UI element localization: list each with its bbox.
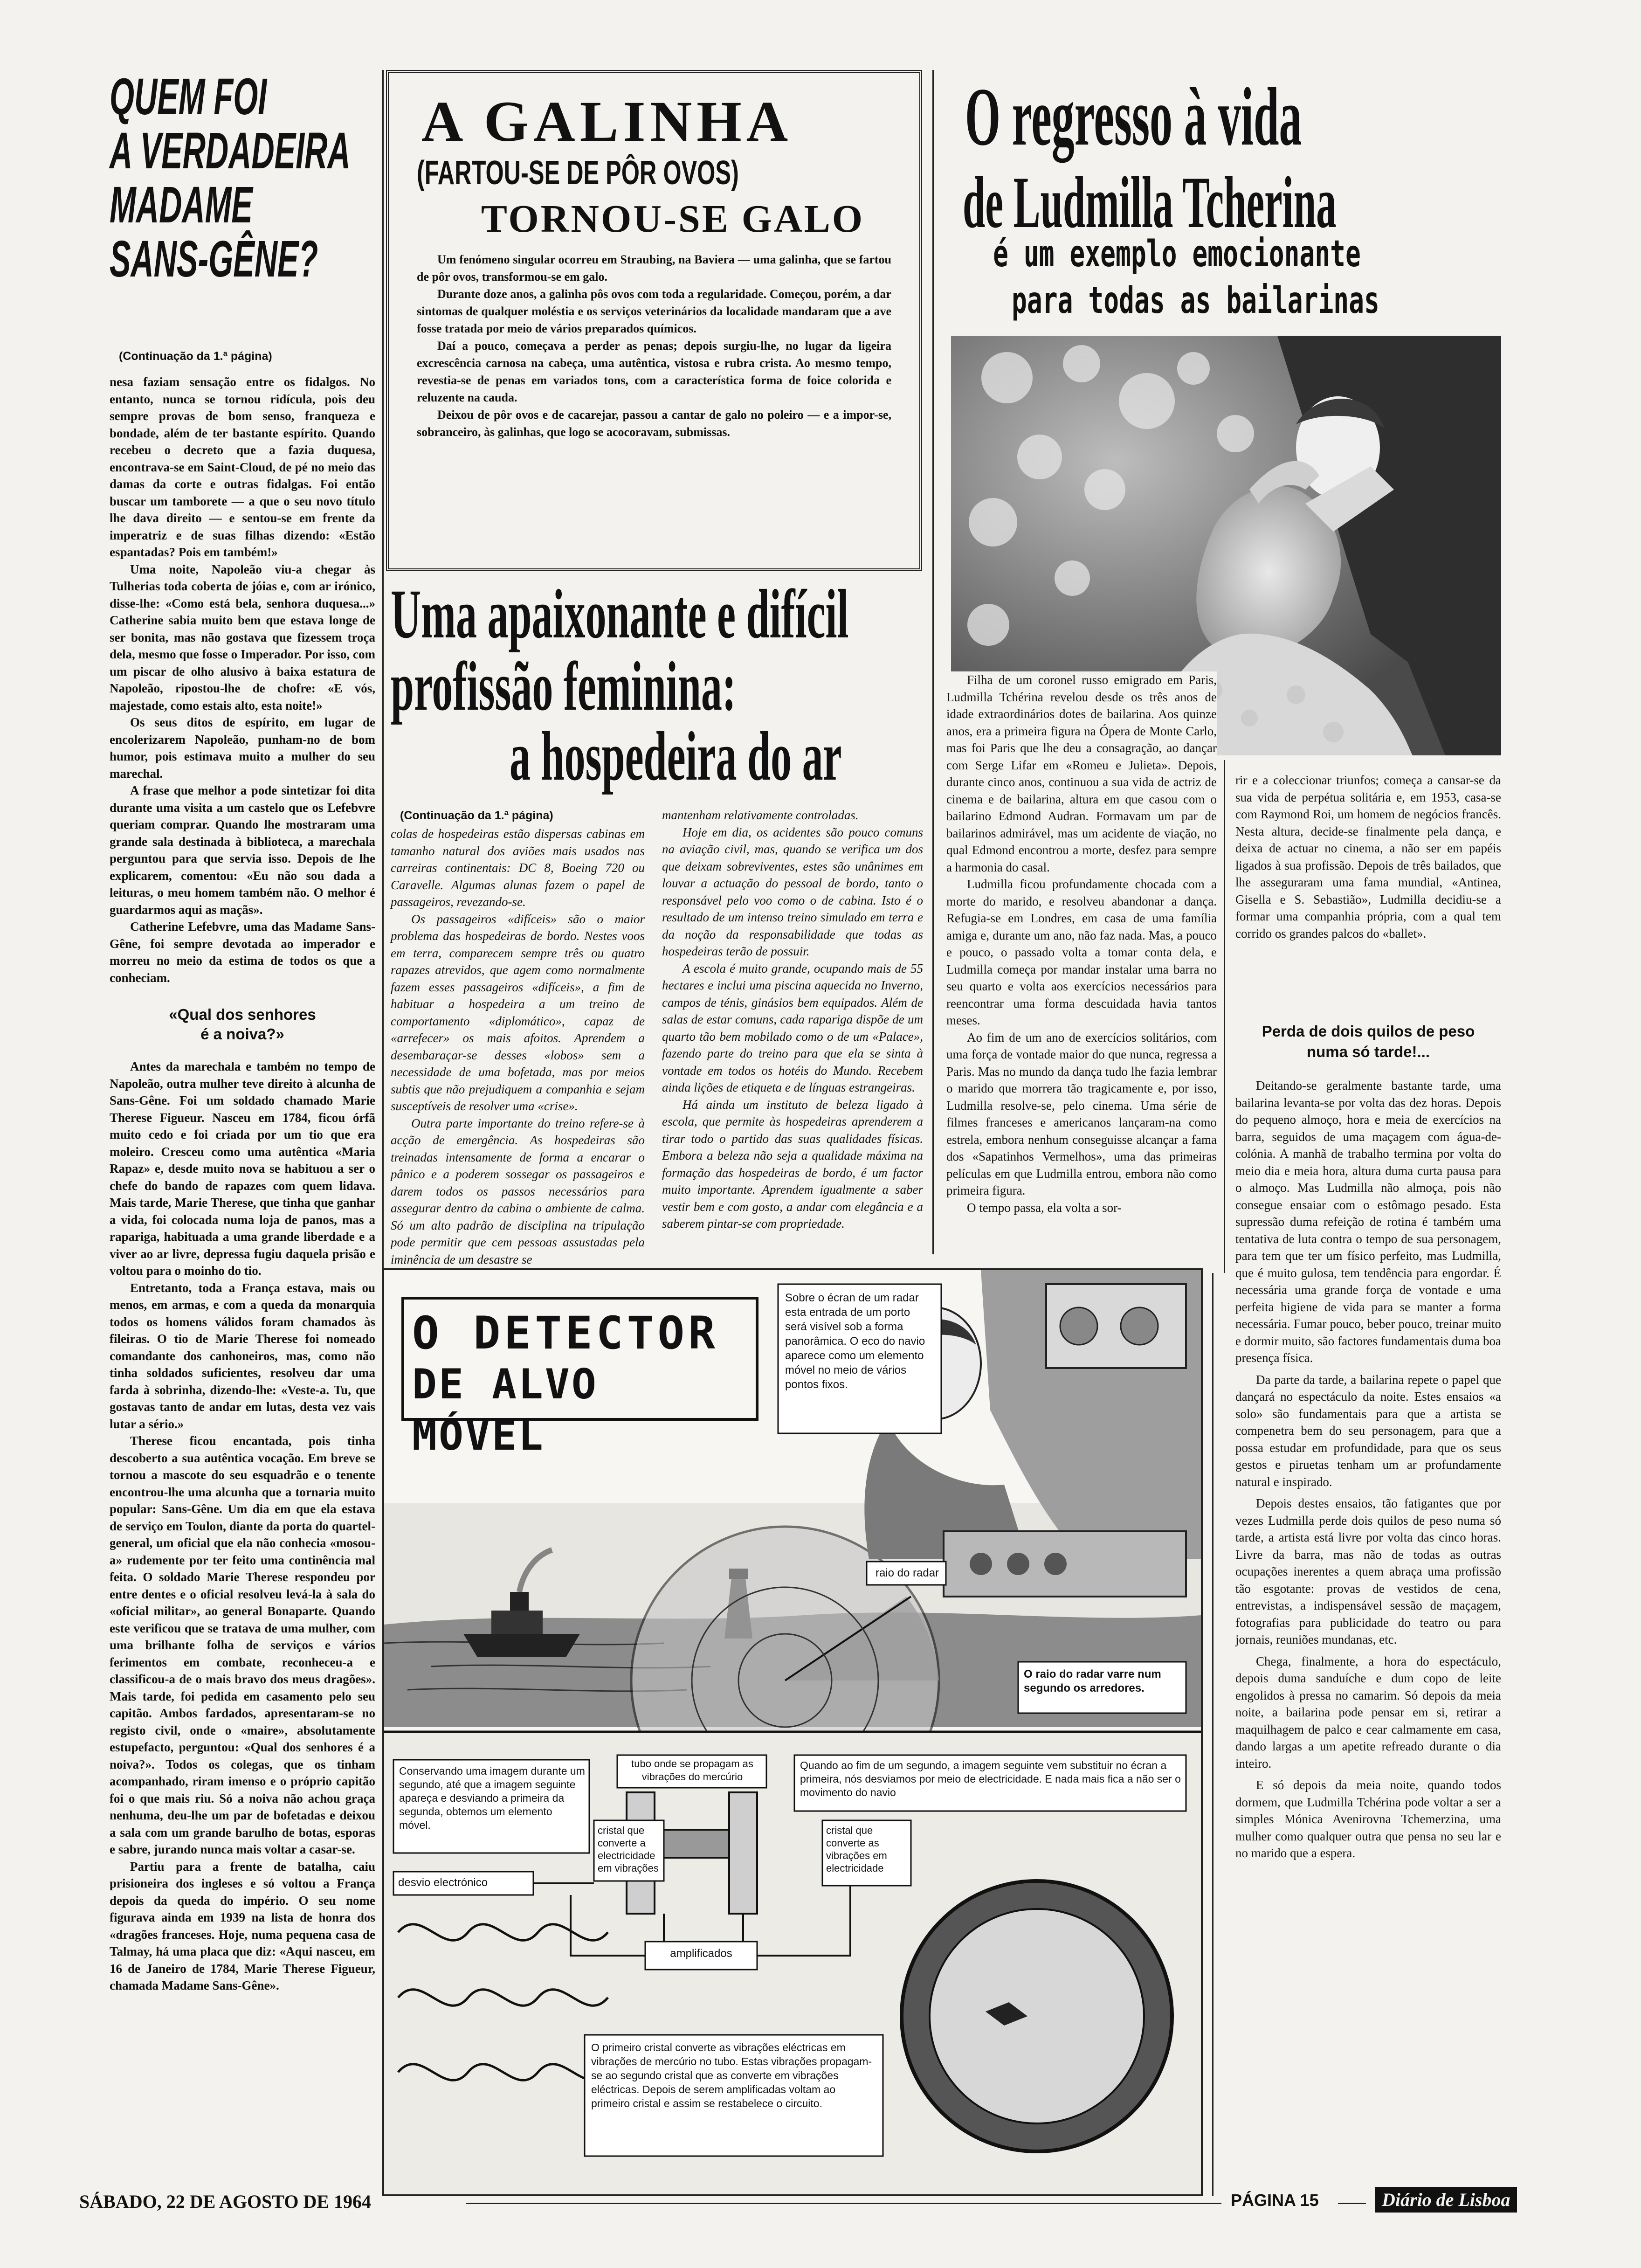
- paragraph: Deixou de pôr ovos e de cacarejar, passou a cantar de galo no poleiro — e a impor-se, sobranceiro, às galinhas, que logo se acocoravam, submissas.: [417, 408, 891, 439]
- paragraph: Hoje em dia, os acidentes são pouco comuns na aviação civil, mas, quando se verifica um dos que deixam sobreviventes, estes são unânimes em louvar a actuação do pessoal de bordo, tanto o responsável pelo voo como o de cabina. Isto é o resultado de um intenso treino simulado em terra e da noção da responsabilidade que todas as hospedeiras terão de possuir.: [662, 825, 923, 958]
- ludmilla-headline-line: de Ludmilla Tcherina: [963, 162, 1337, 243]
- paragraph: O tempo passa, ela volta a sor-: [967, 1200, 1122, 1215]
- subhead-line: numa só tarde!...: [1306, 1043, 1430, 1060]
- hospedeira-continuation: (Continuação da 1.ª página): [400, 809, 553, 822]
- left-text-a: [110, 373, 375, 986]
- left-headline: [110, 70, 375, 294]
- ludmilla-col2-top: [1235, 772, 1501, 1014]
- detector-label-amplif: amplificados: [670, 1947, 732, 1960]
- detector-illustration: [382, 1268, 1203, 2196]
- paragraph: Filha de um coronel russo emigrado em Paris, Ludmilla Tchérina revelou desde os três anos de idade extraordinários dotes de bailarina. Aos quinze anos, era a primeira figura na Ópera de Monte Carlo, mas foi Paris que lhe deu a consagração, ao dançar com Serge Lifar em «Romeu e Julieta». Depois, durante cinco anos, continuou a sua vida de actriz de cinema e de bailarina, altura em que casou com o bailarino Edmond Audran. Formavam um par de bailarinos admirável, mas um acidente de viação, no qual Edmond encontrou a morte, desfez para sempre a harmonia do casal.: [946, 671, 1217, 876]
- subhead-line: «Qual dos senhores: [169, 1006, 316, 1023]
- paragraph: Os passageiros «difíceis» são o maior problema das hospedeiras de bordo. Nestes voos em terra, comparecem sempre três ou quatro rapazes atrevidos, que agem como normalmente fazem esses passageiros «difíceis», a fim de habituar a hospedeira a um treino de comportamento «diplomático», capaz de «arrefecer» os mais afoitos. Aprendem a desembaraçar-se desses «lobos» sem a necessidade de uma bofetada, mas por meios subtis que não prejudiquem a companhia e sejam susceptíveis de resolver uma «crise».: [391, 912, 645, 1113]
- paragraph: Um fenómeno singular ocorreu em Straubing, na Baviera — uma galinha, que se fartou de pôr ovos, transformou-se em galo.: [417, 253, 891, 284]
- column-rule: [932, 70, 934, 1254]
- footer-rule: [466, 2203, 1221, 2204]
- left-headline-line: MADAME: [110, 176, 253, 234]
- subhead-line: é a noiva?»: [200, 1025, 284, 1043]
- footer-page: PÁGINA 15: [1231, 2191, 1319, 2210]
- detector-label-cristal2: cristal que converte as vibrações em electricidade: [826, 1825, 887, 1874]
- galinha-subtitle: (FARTOU-SE DE PÔR OVOS): [417, 154, 739, 192]
- footer-masthead: Diário de Lisboa: [1375, 2187, 1517, 2213]
- ludmilla-col1: [946, 671, 1217, 1245]
- hospedeira-col2: [662, 807, 923, 1254]
- detector-caption-sweep: O raio do radar varre num segundo os arredores.: [1024, 1668, 1161, 1694]
- left-text-b: [110, 1058, 375, 1994]
- ludmilla-subhead: [1231, 1021, 1506, 1062]
- paragraph: Deitando-se geralmente bastante tarde, uma bailarina levanta-se por volta das dez horas. Depois do pequeno almoço, hora e meia de exercícios na barra, seguidos de uma maçagem com água-de-colónia. A manhã de trabalho termina por volta do meio dia e meia hora, altura duma curta pausa para o almoço. Mas Ludmilla não almoça, pois não consegue ensaiar com o estômago pesado. Esta supressão duma refeição de rotina é também uma tentativa de luta contra o tempo de sua personagem, para tem que ter um físico perfeito, mas Ludmilla, que é muito gulosa, tem tendência para engordar. É necessária uma grande força de vontade e uma perfeita higiene de vida para se manter a forma necessária. Fumar pouco, beber pouco, treinar muito e dormir muito, são factores fundamentais duma boa presença física.: [1235, 1079, 1501, 1365]
- hospedeira-headline-line: Uma apaixonante e difícil: [391, 575, 849, 653]
- paragraph: Outra parte importante do treino refere-se à acção de emergência. As hospedeiras são treinadas intensamente de forma a encarar o pânico e a poderem sossegar os passageiros e darem todos os passos necessários para assegurar dentro da cabina o ambiente de calma. Só um alto padrão de disciplina na tripulação pode permitir que cem pessoas assustadas pela iminência de um desastre se: [391, 1116, 645, 1266]
- detector-title: [412, 1307, 748, 1461]
- detector-label-cristal1: cristal que converte a electricidade em vibrações: [598, 1825, 659, 1874]
- paragraph: Durante doze anos, a galinha pôs ovos com toda a regularidade. Começou, porém, a dar sintomas de qualquer moléstia e os serviços veterinários da localidade mandaram que a ave fosse tratada por meio de vários preparados químicos.: [417, 287, 891, 335]
- detector-label-desvio: desvio electrónico: [398, 1876, 488, 1889]
- footer: [79, 2187, 1543, 2220]
- paragraph: rir e a coleccionar triunfos; começa a cansar-se da sua vida de perpétua solitária e, em 1953, casa-se com Raymond Roi, um homem de negócios francês. Nesta altura, decide-se finalmente pela dança, e deixa de actuar no cinema, a não ser em papéis ligados à sua profissão. Depois de três bailados, que lhe asseguraram uma fama mundial, «Antinea, Gisella e S. Sebastião», Ludmilla decidiu-se a formar uma companhia própria, com a qual tem corrido os grandes palcos do «ballet».: [1235, 773, 1501, 940]
- paragraph: colas de hospedeiras estão dispersas cabinas em tamanho natural dos aviões mais usados nas carreiras continentais: DC 8, Boeing 720 ou Caravelle. Algumas alunas fazem o papel de passageiros, revezando-se.: [391, 827, 645, 909]
- footer-date: SÁBADO, 22 DE AGOSTO DE 1964: [79, 2191, 372, 2212]
- column-rule: [1224, 760, 1225, 1273]
- detector-title-line: O DETECTOR: [412, 1307, 719, 1359]
- paragraph: Há ainda um instituto de beleza ligado à escola, que permite às hospedeiras aprenderem a tirar todo o partido das suas qualidades físicas. Embora a beleza não seja a qualidade máxima na formação das hospedeiras de bordo, é um factor muito importante. Aprendem igualmente a saber vestir bem e com gosto, a andar com elegância e a saberem pintar-se com propriedade.: [662, 1097, 923, 1231]
- galinha-title: A GALINHA: [421, 90, 793, 153]
- paragraph: A frase que melhor a pode sintetizar foi dita durante uma visita a um castelo que os Lefebvre queriam comprar. Quando lhe mostraram uma grande sala destinada à biblioteca, a marechala perguntou para que servia isso. Depois de lhe explicarem, comentou: «Eu não sou dada a leituras, o meu homem também não. O melhor é guardarmos aqui as maçãs».: [110, 783, 375, 917]
- left-article: [110, 70, 375, 2196]
- ludmilla-headline-line: O regresso à vida: [965, 70, 1302, 163]
- paragraph: Chega, finalmente, a hora do espectáculo, depois duma sanduíche e dum copo de leite engolidos à pressa no camarim. Só depois da meia noite, a bailarina pode pensar em si, retirar a maquilhagem de palco e cear calmamente em casa, dando largas a um apetite refreado durante o dia inteiro.: [1235, 1654, 1501, 1770]
- paragraph: E só depois da meia noite, quando todos dormem, que Ludmilla Tchérina pode voltar a ser a simples Mónica Avenirovna Tchemerzina, uma mulher como qualquer outra que pensa no seu lar e no marido que a espera.: [1235, 1778, 1501, 1860]
- detector-caption-top: Sobre o écran de um radar esta entrada de um porto será visível sob a forma panorâmica. O eco do navio aparece como um elemento móvel no meio de vários pontos fixos.: [785, 1292, 925, 1391]
- paragraph: Os seus ditos de espírito, em lugar de encolerizarem Napoleão, punham-no de bom humor, pois estimava muito a mulher do seu marechal.: [110, 715, 375, 781]
- hospedeira-headline-line: a hospedeira do ar: [510, 718, 842, 795]
- left-continuation: (Continuação da 1.ª página): [119, 350, 272, 363]
- paragraph: Catherine Lefebvre, uma das Madame Sans-Gêne, foi sempre devotada ao imperador e morreu no meio da estima de todos os que a conheciam.: [110, 920, 375, 985]
- paragraph: mantenham relativamente controladas.: [662, 808, 859, 822]
- hospedeira-headline-line: profissão feminina:: [391, 648, 736, 725]
- detector-label-ray: raio do radar: [875, 1567, 939, 1579]
- left-subhead: [110, 1005, 375, 1044]
- paragraph: Daí a pouco, começava a perder as penas; depois surgiu-lhe, no lugar da ligeira excrescência carnosa na cabeça, uma autêntica, vistosa e rubra crista. Ao mesmo tempo, revestia-se de penas em variados tons, com a característica forma de foice colorida e reluzente na cauda.: [417, 339, 891, 404]
- subhead-line: Perda de dois quilos de peso: [1262, 1023, 1475, 1040]
- ludmilla-headline: [951, 70, 1548, 331]
- detector-caption-conserve: Conservando uma imagem durante um segundo, até que a imagem seguinte apareça e desviando a primeira da segunda, obtemos um elemento móvel.: [399, 1765, 585, 1831]
- left-headline-line: QUEM FOI: [110, 68, 267, 125]
- galinha-box: [386, 70, 922, 571]
- paragraph: Depois destes ensaios, tão fatigantes que por vezes Ludmilla perde dois quilos de peso numa só tarde, a artista está livre por volta das cinco horas. Livre da barra, mas não de todas as outras ocupações inerentes a quem abraça uma profissão tão esgotante: provas de vestidos de cena, entrevistas, a indispensável sessão de maçagem, fotografias para publicidade do teatro ou para jornais, reuniões mundanas, etc.: [1235, 1496, 1501, 1646]
- paragraph: A escola é muito grande, ocupando mais de 55 hectares e inclui uma piscina aquecida no Inverno, campos de ténis, ginásios bem equipados. Além de salas de estar comuns, cada rapariga dispõe de um quarto tão bem mobilado como o de um «Palace», fazendo parte do treino para que ela se sinta à vontade em todos os hotéis do Mundo. Recebem ainda lições de etiqueta e de línguas estrangeiras.: [662, 961, 923, 1094]
- left-headline-line: A VERDADEIRA: [110, 122, 351, 180]
- paragraph: Antes da marechala e também no tempo de Napoleão, outra mulher teve direito à alcunha de Sans-Gêne. Foi um soldado chamado Marie Therese Figueur. Nasceu em 1784, ficou órfã muito cedo e foi criada por um tio que era moleiro. Cresceu como uma autêntica «Maria Rapaz» e, desde muito nova se habituou a ser o chefe do bando de rapazes com quem lidava. Mais tarde, Marie Therese, que tinha que ganhar a vida, foi colocada numa loja de panos, mas a rapariga, habituada a uma grande liberdade e a viver ao ar livre, depressa fugiu daquela prisão e voltou para o moinho do tio.: [110, 1059, 375, 1278]
- footer-rule: [1338, 2203, 1366, 2204]
- ludmilla-headline-line: para todas as bailarinas: [1012, 280, 1379, 322]
- paragraph: Ludmilla ficou profundamente chocada com a morte do marido, e resolveu abandonar a dança. Refugia-se em Londres, em casa de uma família amiga e, durante um ano, não faz nada. Mas, a pouco e pouco, o passado volta a tomar conta dela, e Ludmilla começa por mandar instalar uma barra no seu quarto e volta aos exercícios necessários para reencontrar uma forma descuidada havia tantos meses.: [946, 877, 1217, 1027]
- paragraph: Da parte da tarde, a bailarina repete o papel que dançará no espectáculo da noite. Estes ensaios «a solo» são fundamentais para que a artista se compenetra bem do seu personagem, para que a possa estudar em profundidade, para que os seus gestos e piruetas tenham um ar profundamente natural e inspirado.: [1235, 1372, 1501, 1489]
- paragraph: nesa faziam sensação entre os fidalgos. No entanto, nunca se tornou ridícula, pois deu sempre provas de bom senso, franqueza e bondade, além de ter bastante espírito. Quando recebeu o decreto que a fazia duquesa, encontrava-se em Saint-Cloud, de pé no meio das damas da corte e outras fidalgas. Foi então buscar um tamborete — a que o seu novo título lhe dava direito — e sentou-se em frente da imperatriz e de suas filhas dizendo: «Estão espantadas? Pois em também!»: [110, 375, 375, 559]
- paragraph: Entretanto, toda a França estava, mais ou menos, em armas, e com a queda da monarquia todos os homens válidos foram chamados às fileiras. O tio de Marie Therese foi nomeado comandante dos canhoneiros, mas, como não tinha soldados suficientes, resolveu dar uma farda à sobrinha, dizendo-lhe: «Veste-a. Tu, que gostavas tanto de andar em lutas, desta vez vais lutar a sério.»: [110, 1280, 375, 1431]
- paragraph: Partiu para a frente de batalha, caiu prisioneira dos ingleses e só voltou a França depois da queda do império. O seu nome figurava ainda em 1939 na lista de honra dos «dragões franceses. Hoje, numa pequena casa de Talmay, há uma placa que diz: «Aqui nasceu, em 16 de Janeiro de 1784, Marie Therese Figueur, chamada Madame Sans-Gêne».: [110, 1859, 375, 1992]
- detector-caption-second: Quando ao fim de um segundo, a imagem seguinte vem substituir no écran a primeira, nós desviamos por meio de electricidade. E nada mais fica a não ser o movimento do navio: [800, 1759, 1181, 1798]
- ludmilla-col2-bottom: [1235, 1077, 1501, 2196]
- detector-caption-bottom: O primeiro cristal converte as vibrações eléctricas em vibrações de mercúrio no tubo. Estas vibrações propagam-se ao segundo cristal que as converte em vibrações eléctricas. Depois de serem amplificadas voltam ao primeiro cristal e assim se restabelece o circuito.: [591, 2041, 872, 2109]
- ludmilla-headline-line: é um exemplo emocionante: [993, 233, 1361, 275]
- detector-title-line: DE ALVO MÓVEL: [412, 1360, 598, 1459]
- galinha-title2: TORNOU-SE GALO: [481, 197, 865, 241]
- paragraph: Uma noite, Napoleão viu-a chegar às Tulherias toda coberta de jóias e, com ar irónico, disse-lhe: «Como está bela, senhora duquesa...» Catherine sabia muito bem que estava longe de ser bonita, mas não gostava que fizessem troça dela, mesmo que fosse o Imperador. Por isso, com um piscar de olho alusivo à baixa estatura de Napoleão, ripostou-lhe de chofre: «E vós, majestade, como estais alto, esta noite!»: [110, 562, 375, 712]
- paragraph: Ao fim de um ano de exercícios solitários, com uma força de vontade maior do que nunca, regressa a Paris. Mas no mundo da dança tudo lhe fazia lembrar o marido que morrera tão tragicamente e, por isso, Ludmilla resolve-se, pelo cinema. Uma série de filmes franceses e americanos lançaram-na como estrela, embora nenhum conseguisse alcançar a fama dos «Sapatinhos Vermelhos», uma das primeiras películas em que Ludmilla entrou, embora não como primeira figura.: [946, 1030, 1217, 1197]
- galinha-text: [417, 251, 891, 441]
- column-rule: [1212, 1273, 1214, 2196]
- paragraph: Therese ficou encantada, pois tinha descoberto a sua autêntica vocação. Em breve se tornou a mascote do seu esquadrão e o tenente encontrou-lhe uma alcunha que a tornaria muito popular: Sans-Gêne. Um dia em que ela estava de serviço em Toulon, diante da porta do quartel-general, um oficial que ela não conhecia «mosou-a» rudemente por ter feito uma continência mal feita. O soldado Marie Therese respondeu por entre dentes e o oficial resolveu levá-la à sala do «oficial militar», ao general Bonaparte. Quando este verificou que se tratava de uma mulher, com uma brilhante folha de serviços e vários ferimentos em combate, reconheceu-a e classificou-a de o mais bravo dos meus dragões». Mais tarde, foi pedida em casamento pelo seu capitão. Ambos fardados, apresentaram-se no registo civil, onde o «maire», absolutamente estupefacto, perguntou: «Qual dos senhores é a noiva?». Todos os colegas, que os tinham acompanhado, riram imenso e o próprio capitão foi o que mais riu. Só a noiva não achou graça nenhuma, deu-lhe um par de bofetadas e deixou a sala com um grande barulho de botas, esporas e sabre, jurando nunca mais voltar a casar-se.: [110, 1434, 375, 1856]
- hospedeira-col1: [391, 825, 645, 1266]
- hospedeira-headline: [391, 575, 931, 797]
- left-headline-line: SANS-GÊNE?: [110, 230, 318, 288]
- detector-label-tube: tubo onde se propagam as vibrações do mercúrio: [631, 1758, 753, 1783]
